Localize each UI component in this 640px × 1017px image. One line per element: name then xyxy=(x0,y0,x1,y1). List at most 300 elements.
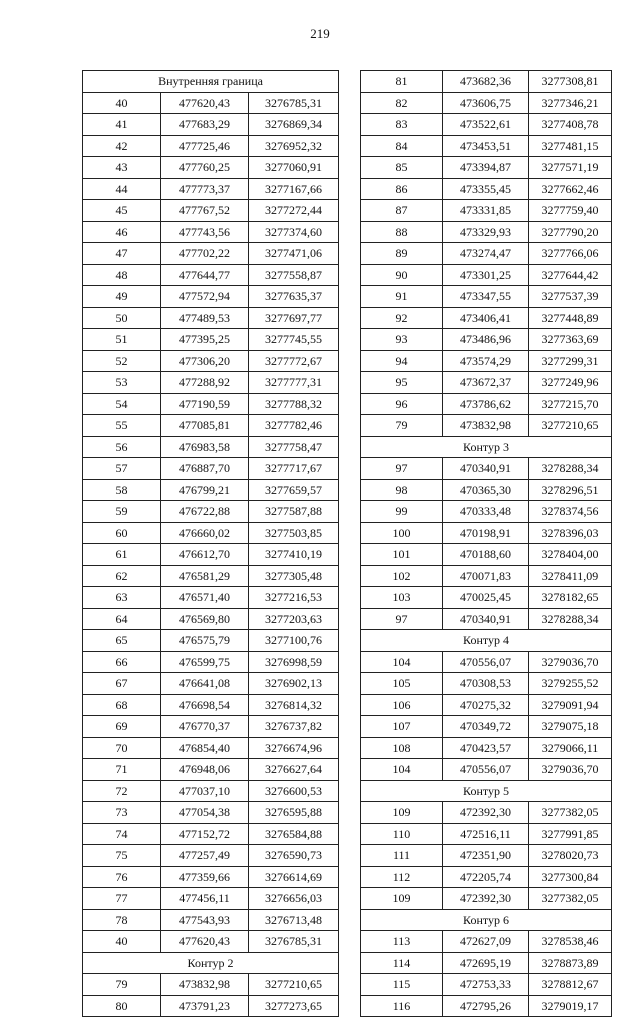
point-number-cell: 109 xyxy=(361,888,443,910)
point-number-cell: 114 xyxy=(361,952,443,974)
x-coordinate-cell: 476660,02 xyxy=(161,522,249,544)
y-coordinate-cell: 3277382,05 xyxy=(529,888,612,910)
table-row xyxy=(83,286,339,308)
y-coordinate-cell: 3277299,31 xyxy=(529,350,612,372)
y-coordinate-cell: 3276902,13 xyxy=(249,673,339,695)
x-coordinate-cell: 473786,62 xyxy=(443,393,529,415)
x-coordinate-cell: 476571,40 xyxy=(161,587,249,609)
point-number-cell: 48 xyxy=(83,264,161,286)
x-coordinate-cell: 477702,22 xyxy=(161,243,249,265)
table-row xyxy=(83,716,339,738)
table-row xyxy=(361,995,612,1017)
table-row xyxy=(83,630,339,652)
y-coordinate-cell: 3278288,34 xyxy=(529,608,612,630)
point-number-cell: 79 xyxy=(83,974,161,996)
y-coordinate-cell: 3277471,06 xyxy=(249,243,339,265)
table-row xyxy=(361,974,612,996)
point-number-cell: 95 xyxy=(361,372,443,394)
point-number-cell: 58 xyxy=(83,479,161,501)
table-row xyxy=(361,587,612,609)
x-coordinate-cell: 477306,20 xyxy=(161,350,249,372)
point-number-cell: 69 xyxy=(83,716,161,738)
section-header: Контур 2 xyxy=(83,952,339,974)
point-number-cell: 105 xyxy=(361,673,443,695)
point-number-cell: 59 xyxy=(83,501,161,523)
x-coordinate-cell: 473672,37 xyxy=(443,372,529,394)
x-coordinate-cell: 477620,43 xyxy=(161,92,249,114)
x-coordinate-cell: 477489,53 xyxy=(161,307,249,329)
table-row xyxy=(83,888,339,910)
point-number-cell: 61 xyxy=(83,544,161,566)
x-coordinate-cell: 473406,41 xyxy=(443,307,529,329)
point-number-cell: 42 xyxy=(83,135,161,157)
x-coordinate-cell: 472205,74 xyxy=(443,866,529,888)
x-coordinate-cell: 476698,54 xyxy=(161,694,249,716)
x-coordinate-cell: 477395,25 xyxy=(161,329,249,351)
y-coordinate-cell: 3276584,88 xyxy=(249,823,339,845)
table-row xyxy=(361,845,612,867)
x-coordinate-cell: 477760,25 xyxy=(161,157,249,179)
table-row xyxy=(361,243,612,265)
point-number-cell: 40 xyxy=(83,931,161,953)
point-number-cell: 112 xyxy=(361,866,443,888)
table-row xyxy=(361,350,612,372)
point-number-cell: 64 xyxy=(83,608,161,630)
y-coordinate-cell: 3277060,91 xyxy=(249,157,339,179)
x-coordinate-cell: 476854,40 xyxy=(161,737,249,759)
x-coordinate-cell: 473832,98 xyxy=(443,415,529,437)
y-coordinate-cell: 3277210,65 xyxy=(529,415,612,437)
point-number-cell: 97 xyxy=(361,608,443,630)
table-row xyxy=(361,952,612,974)
y-coordinate-cell: 3277308,81 xyxy=(529,71,612,93)
table-row xyxy=(83,157,339,179)
x-coordinate-cell: 470556,07 xyxy=(443,651,529,673)
point-number-cell: 49 xyxy=(83,286,161,308)
section-header-row xyxy=(361,630,612,652)
x-coordinate-cell: 476612,70 xyxy=(161,544,249,566)
y-coordinate-cell: 3276614,69 xyxy=(249,866,339,888)
point-number-cell: 101 xyxy=(361,544,443,566)
point-number-cell: 41 xyxy=(83,114,161,136)
x-coordinate-cell: 473606,75 xyxy=(443,92,529,114)
table-row xyxy=(361,114,612,136)
point-number-cell: 72 xyxy=(83,780,161,802)
coordinates-table-right xyxy=(360,70,612,1017)
point-number-cell: 90 xyxy=(361,264,443,286)
point-number-cell: 100 xyxy=(361,522,443,544)
y-coordinate-cell: 3279019,17 xyxy=(529,995,612,1017)
x-coordinate-cell: 477644,77 xyxy=(161,264,249,286)
x-coordinate-cell: 472351,90 xyxy=(443,845,529,867)
table-row xyxy=(83,458,339,480)
y-coordinate-cell: 3276600,53 xyxy=(249,780,339,802)
point-number-cell: 106 xyxy=(361,694,443,716)
point-number-cell: 82 xyxy=(361,92,443,114)
x-coordinate-cell: 473574,29 xyxy=(443,350,529,372)
point-number-cell: 65 xyxy=(83,630,161,652)
table-row xyxy=(83,393,339,415)
point-number-cell: 111 xyxy=(361,845,443,867)
x-coordinate-cell: 473329,93 xyxy=(443,221,529,243)
point-number-cell: 115 xyxy=(361,974,443,996)
x-coordinate-cell: 477743,56 xyxy=(161,221,249,243)
y-coordinate-cell: 3277215,70 xyxy=(529,393,612,415)
table-row xyxy=(361,694,612,716)
table-row xyxy=(361,329,612,351)
point-number-cell: 70 xyxy=(83,737,161,759)
table-row xyxy=(361,737,612,759)
table-row xyxy=(361,157,612,179)
section-header: Контур 3 xyxy=(361,436,612,458)
table-row xyxy=(361,673,612,695)
point-number-cell: 77 xyxy=(83,888,161,910)
table-row xyxy=(361,393,612,415)
table-row xyxy=(361,522,612,544)
y-coordinate-cell: 3277374,60 xyxy=(249,221,339,243)
x-coordinate-cell: 472516,11 xyxy=(443,823,529,845)
table-row xyxy=(361,200,612,222)
section-header-row xyxy=(361,436,612,458)
table-row xyxy=(83,845,339,867)
point-number-cell: 93 xyxy=(361,329,443,351)
x-coordinate-cell: 476799,21 xyxy=(161,479,249,501)
x-coordinate-cell: 477288,92 xyxy=(161,372,249,394)
y-coordinate-cell: 3279036,70 xyxy=(529,651,612,673)
y-coordinate-cell: 3277363,69 xyxy=(529,329,612,351)
table-row xyxy=(83,372,339,394)
coordinates-table-left xyxy=(82,70,339,1017)
table-row xyxy=(361,307,612,329)
x-coordinate-cell: 472627,09 xyxy=(443,931,529,953)
section-header-row xyxy=(361,780,612,802)
table-row xyxy=(361,565,612,587)
y-coordinate-cell: 3279255,52 xyxy=(529,673,612,695)
y-coordinate-cell: 3277759,40 xyxy=(529,200,612,222)
y-coordinate-cell: 3276713,48 xyxy=(249,909,339,931)
y-coordinate-cell: 3277249,96 xyxy=(529,372,612,394)
y-coordinate-cell: 3277216,53 xyxy=(249,587,339,609)
table-row xyxy=(361,264,612,286)
y-coordinate-cell: 3276869,34 xyxy=(249,114,339,136)
point-number-cell: 66 xyxy=(83,651,161,673)
x-coordinate-cell: 473394,87 xyxy=(443,157,529,179)
point-number-cell: 46 xyxy=(83,221,161,243)
table-row xyxy=(83,565,339,587)
point-number-cell: 78 xyxy=(83,909,161,931)
x-coordinate-cell: 470349,72 xyxy=(443,716,529,738)
point-number-cell: 60 xyxy=(83,522,161,544)
point-number-cell: 68 xyxy=(83,694,161,716)
y-coordinate-cell: 3277537,39 xyxy=(529,286,612,308)
y-coordinate-cell: 3277558,87 xyxy=(249,264,339,286)
y-coordinate-cell: 3277745,55 xyxy=(249,329,339,351)
point-number-cell: 44 xyxy=(83,178,161,200)
x-coordinate-cell: 473832,98 xyxy=(161,974,249,996)
point-number-cell: 87 xyxy=(361,200,443,222)
x-coordinate-cell: 470308,53 xyxy=(443,673,529,695)
point-number-cell: 103 xyxy=(361,587,443,609)
y-coordinate-cell: 3278296,51 xyxy=(529,479,612,501)
y-coordinate-cell: 3278538,46 xyxy=(529,931,612,953)
point-number-cell: 73 xyxy=(83,802,161,824)
table-row xyxy=(361,544,612,566)
table-row xyxy=(83,178,339,200)
x-coordinate-cell: 472695,19 xyxy=(443,952,529,974)
point-number-cell: 57 xyxy=(83,458,161,480)
point-number-cell: 107 xyxy=(361,716,443,738)
point-number-cell: 92 xyxy=(361,307,443,329)
y-coordinate-cell: 3277210,65 xyxy=(249,974,339,996)
y-coordinate-cell: 3277272,44 xyxy=(249,200,339,222)
point-number-cell: 40 xyxy=(83,92,161,114)
x-coordinate-cell: 473331,85 xyxy=(443,200,529,222)
point-number-cell: 116 xyxy=(361,995,443,1017)
y-coordinate-cell: 3277448,89 xyxy=(529,307,612,329)
table-row xyxy=(361,71,612,93)
table-row xyxy=(83,307,339,329)
point-number-cell: 113 xyxy=(361,931,443,953)
x-coordinate-cell: 472795,26 xyxy=(443,995,529,1017)
y-coordinate-cell: 3277782,46 xyxy=(249,415,339,437)
point-number-cell: 51 xyxy=(83,329,161,351)
x-coordinate-cell: 476581,29 xyxy=(161,565,249,587)
section-header: Контур 6 xyxy=(361,909,612,931)
y-coordinate-cell: 3279091,94 xyxy=(529,694,612,716)
x-coordinate-cell: 470198,91 xyxy=(443,522,529,544)
table-row xyxy=(83,264,339,286)
y-coordinate-cell: 3277410,19 xyxy=(249,544,339,566)
y-coordinate-cell: 3277503,85 xyxy=(249,522,339,544)
table-row xyxy=(83,995,339,1017)
x-coordinate-cell: 476887,70 xyxy=(161,458,249,480)
x-coordinate-cell: 477725,46 xyxy=(161,135,249,157)
point-number-cell: 96 xyxy=(361,393,443,415)
x-coordinate-cell: 476575,79 xyxy=(161,630,249,652)
table-row xyxy=(361,501,612,523)
point-number-cell: 97 xyxy=(361,458,443,480)
y-coordinate-cell: 3277273,65 xyxy=(249,995,339,1017)
x-coordinate-cell: 477359,66 xyxy=(161,866,249,888)
x-coordinate-cell: 477152,72 xyxy=(161,823,249,845)
table-row xyxy=(361,823,612,845)
y-coordinate-cell: 3277758,47 xyxy=(249,436,339,458)
table-row xyxy=(83,415,339,437)
x-coordinate-cell: 473355,45 xyxy=(443,178,529,200)
table-row xyxy=(83,200,339,222)
point-number-cell: 54 xyxy=(83,393,161,415)
y-coordinate-cell: 3277587,88 xyxy=(249,501,339,523)
table-row xyxy=(83,221,339,243)
y-coordinate-cell: 3277481,15 xyxy=(529,135,612,157)
y-coordinate-cell: 3276952,32 xyxy=(249,135,339,157)
table-row xyxy=(83,436,339,458)
y-coordinate-cell: 3277305,48 xyxy=(249,565,339,587)
table-row xyxy=(83,135,339,157)
table-row xyxy=(361,651,612,673)
table-row xyxy=(83,931,339,953)
x-coordinate-cell: 473274,47 xyxy=(443,243,529,265)
x-coordinate-cell: 473682,36 xyxy=(443,71,529,93)
table-row xyxy=(83,544,339,566)
x-coordinate-cell: 477773,37 xyxy=(161,178,249,200)
x-coordinate-cell: 476770,37 xyxy=(161,716,249,738)
point-number-cell: 47 xyxy=(83,243,161,265)
point-number-cell: 86 xyxy=(361,178,443,200)
point-number-cell: 81 xyxy=(361,71,443,93)
y-coordinate-cell: 3277777,31 xyxy=(249,372,339,394)
point-number-cell: 43 xyxy=(83,157,161,179)
table-row xyxy=(361,479,612,501)
point-number-cell: 98 xyxy=(361,479,443,501)
x-coordinate-cell: 476948,06 xyxy=(161,759,249,781)
y-coordinate-cell: 3276814,32 xyxy=(249,694,339,716)
y-coordinate-cell: 3278812,67 xyxy=(529,974,612,996)
point-number-cell: 99 xyxy=(361,501,443,523)
y-coordinate-cell: 3277571,19 xyxy=(529,157,612,179)
y-coordinate-cell: 3277766,06 xyxy=(529,243,612,265)
y-coordinate-cell: 3277203,63 xyxy=(249,608,339,630)
table-row xyxy=(361,286,612,308)
table-row xyxy=(83,694,339,716)
table-row xyxy=(83,802,339,824)
point-number-cell: 67 xyxy=(83,673,161,695)
table-row xyxy=(83,479,339,501)
y-coordinate-cell: 3277100,76 xyxy=(249,630,339,652)
y-coordinate-cell: 3277717,67 xyxy=(249,458,339,480)
y-coordinate-cell: 3276737,82 xyxy=(249,716,339,738)
point-number-cell: 76 xyxy=(83,866,161,888)
y-coordinate-cell: 3277635,37 xyxy=(249,286,339,308)
y-coordinate-cell: 3277408,78 xyxy=(529,114,612,136)
y-coordinate-cell: 3276785,31 xyxy=(249,931,339,953)
table-row xyxy=(83,780,339,802)
y-coordinate-cell: 3278404,00 xyxy=(529,544,612,566)
y-coordinate-cell: 3276998,59 xyxy=(249,651,339,673)
x-coordinate-cell: 473347,55 xyxy=(443,286,529,308)
point-number-cell: 83 xyxy=(361,114,443,136)
y-coordinate-cell: 3278020,73 xyxy=(529,845,612,867)
point-number-cell: 88 xyxy=(361,221,443,243)
x-coordinate-cell: 473522,61 xyxy=(443,114,529,136)
x-coordinate-cell: 470423,57 xyxy=(443,737,529,759)
point-number-cell: 74 xyxy=(83,823,161,845)
section-header-row xyxy=(83,71,339,93)
y-coordinate-cell: 3278411,09 xyxy=(529,565,612,587)
point-number-cell: 55 xyxy=(83,415,161,437)
point-number-cell: 104 xyxy=(361,651,443,673)
point-number-cell: 85 xyxy=(361,157,443,179)
x-coordinate-cell: 477572,94 xyxy=(161,286,249,308)
x-coordinate-cell: 473486,96 xyxy=(443,329,529,351)
y-coordinate-cell: 3277790,20 xyxy=(529,221,612,243)
point-number-cell: 79 xyxy=(361,415,443,437)
x-coordinate-cell: 477190,59 xyxy=(161,393,249,415)
point-number-cell: 80 xyxy=(83,995,161,1017)
table-row xyxy=(361,221,612,243)
table-row xyxy=(361,802,612,824)
y-coordinate-cell: 3277167,66 xyxy=(249,178,339,200)
y-coordinate-cell: 3277788,32 xyxy=(249,393,339,415)
x-coordinate-cell: 477767,52 xyxy=(161,200,249,222)
y-coordinate-cell: 3277644,42 xyxy=(529,264,612,286)
table-row xyxy=(83,651,339,673)
x-coordinate-cell: 476569,80 xyxy=(161,608,249,630)
table-row xyxy=(83,673,339,695)
table-row xyxy=(361,415,612,437)
section-header: Внутренняя граница xyxy=(83,71,339,93)
x-coordinate-cell: 472753,33 xyxy=(443,974,529,996)
y-coordinate-cell: 3277991,85 xyxy=(529,823,612,845)
table-row xyxy=(83,737,339,759)
table-row xyxy=(361,178,612,200)
y-coordinate-cell: 3278288,34 xyxy=(529,458,612,480)
section-header-row xyxy=(361,909,612,931)
x-coordinate-cell: 473791,23 xyxy=(161,995,249,1017)
y-coordinate-cell: 3279036,70 xyxy=(529,759,612,781)
table-row xyxy=(83,92,339,114)
point-number-cell: 108 xyxy=(361,737,443,759)
table-row xyxy=(83,350,339,372)
table-row xyxy=(361,372,612,394)
y-coordinate-cell: 3277659,57 xyxy=(249,479,339,501)
table-row xyxy=(83,114,339,136)
x-coordinate-cell: 473453,51 xyxy=(443,135,529,157)
x-coordinate-cell: 477683,29 xyxy=(161,114,249,136)
page-number: 219 xyxy=(310,26,330,41)
x-coordinate-cell: 476641,08 xyxy=(161,673,249,695)
y-coordinate-cell: 3278182,65 xyxy=(529,587,612,609)
section-header: Контур 5 xyxy=(361,780,612,802)
point-number-cell: 75 xyxy=(83,845,161,867)
x-coordinate-cell: 477054,38 xyxy=(161,802,249,824)
table-row xyxy=(361,888,612,910)
point-number-cell: 63 xyxy=(83,587,161,609)
table-row xyxy=(83,587,339,609)
x-coordinate-cell: 477456,11 xyxy=(161,888,249,910)
x-coordinate-cell: 470275,32 xyxy=(443,694,529,716)
table-row xyxy=(83,866,339,888)
x-coordinate-cell: 476722,88 xyxy=(161,501,249,523)
table-row xyxy=(83,243,339,265)
point-number-cell: 45 xyxy=(83,200,161,222)
y-coordinate-cell: 3277662,46 xyxy=(529,178,612,200)
table-row xyxy=(83,823,339,845)
x-coordinate-cell: 473301,25 xyxy=(443,264,529,286)
x-coordinate-cell: 470188,60 xyxy=(443,544,529,566)
point-number-cell: 53 xyxy=(83,372,161,394)
point-number-cell: 52 xyxy=(83,350,161,372)
table-row xyxy=(83,329,339,351)
x-coordinate-cell: 477543,93 xyxy=(161,909,249,931)
y-coordinate-cell: 3276785,31 xyxy=(249,92,339,114)
table-row xyxy=(361,759,612,781)
section-header-row xyxy=(83,952,339,974)
x-coordinate-cell: 470340,91 xyxy=(443,458,529,480)
table-row xyxy=(83,974,339,996)
point-number-cell: 102 xyxy=(361,565,443,587)
table-row xyxy=(361,608,612,630)
x-coordinate-cell: 470365,30 xyxy=(443,479,529,501)
y-coordinate-cell: 3279075,18 xyxy=(529,716,612,738)
point-number-cell: 91 xyxy=(361,286,443,308)
x-coordinate-cell: 477085,81 xyxy=(161,415,249,437)
y-coordinate-cell: 3277300,84 xyxy=(529,866,612,888)
point-number-cell: 84 xyxy=(361,135,443,157)
table-row xyxy=(83,909,339,931)
point-number-cell: 71 xyxy=(83,759,161,781)
x-coordinate-cell: 470556,07 xyxy=(443,759,529,781)
